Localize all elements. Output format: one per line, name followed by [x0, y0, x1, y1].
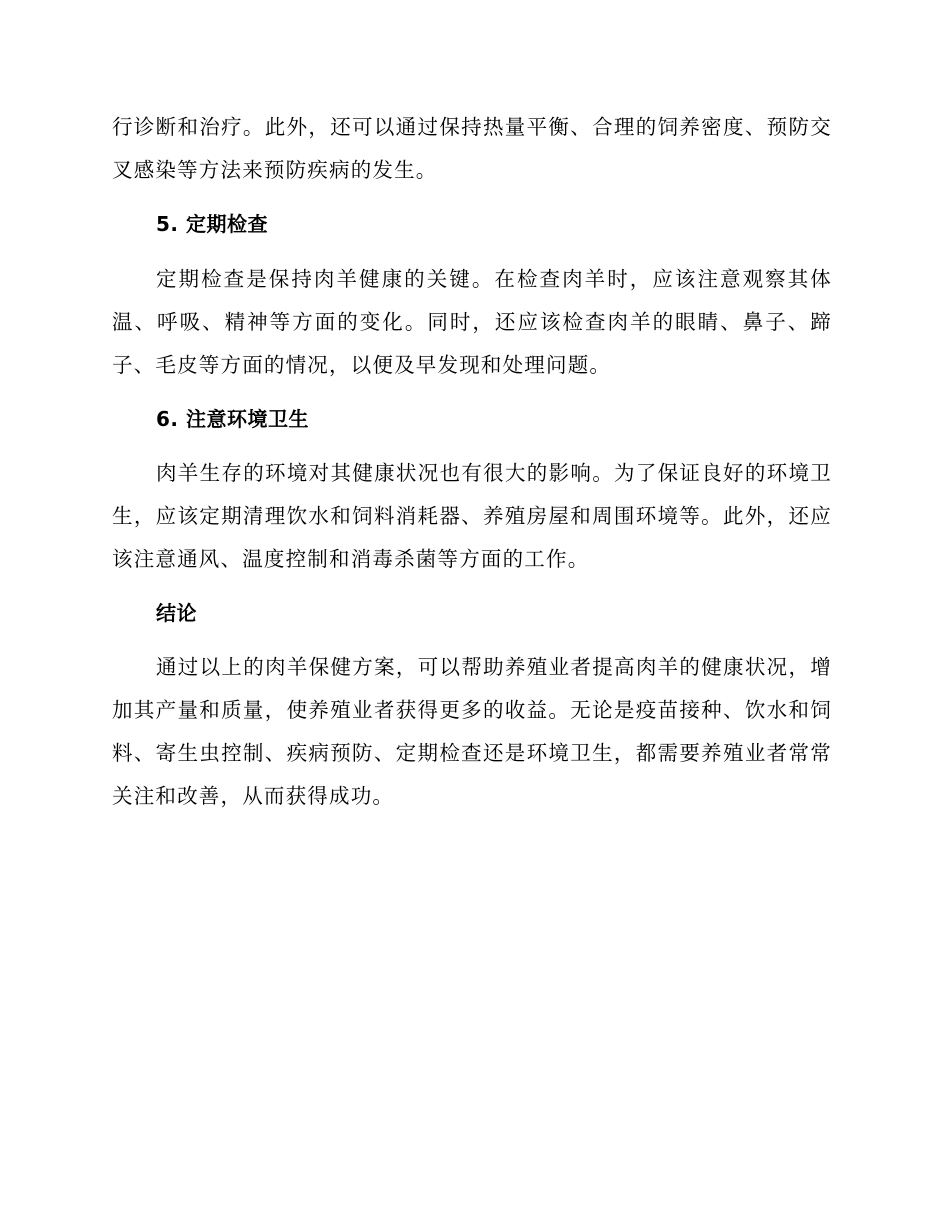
- continuation-paragraph: 行诊断和治疗。此外，还可以通过保持热量平衡、合理的饲养密度、预防交叉感染等方法来预防疾病的发生。: [112, 115, 832, 182]
- section-heading-regular-inspection: 5. 定期检查: [156, 212, 268, 236]
- section-paragraph-conclusion: 通过以上的肉羊保健方案，可以帮助养殖业者提高肉羊的健康状况，增加其产量和质量，使养殖业者获得更多的收益。无论是疫苗接种、饮水和饲料、寄生虫控制、疾病预防、定期检查还是环境卫生，都需要养殖业者常常关注和改善，从而获得成功。: [112, 655, 832, 808]
- section-heading-environmental-hygiene: 6. 注意环境卫生: [156, 407, 309, 431]
- section-paragraph-regular-inspection: 定期检查是保持肉羊健康的关键。在检查肉羊时，应该注意观察其体温、呼吸、精神等方面的变化。同时，还应该检查肉羊的眼睛、鼻子、蹄子、毛皮等方面的情况，以便及早发现和处理问题。: [112, 267, 832, 377]
- section-paragraph-environmental-hygiene: 肉羊生存的环境对其健康状况也有很大的影响。为了保证良好的环境卫生，应该定期清理饮水和饲料消耗器、养殖房屋和周围环境等。此外，还应该注意通风、温度控制和消毒杀菌等方面的工作。: [112, 461, 832, 571]
- section-heading-conclusion: 结论: [156, 601, 197, 625]
